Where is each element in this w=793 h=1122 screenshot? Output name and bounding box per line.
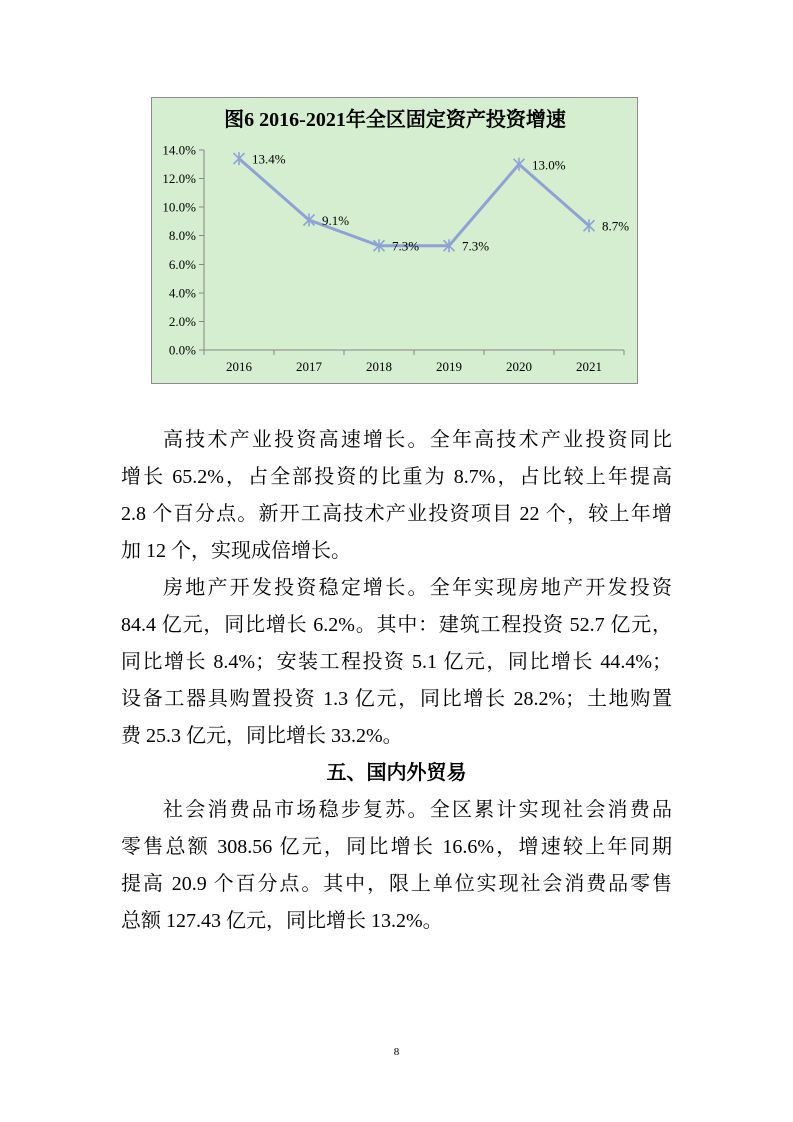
data-label: 8.7% (602, 218, 630, 234)
paragraph-line: 零售总额 308.56 亿元，同比增长 16.6%，增速较上年同期 (121, 836, 672, 858)
y-tick-label: 10.0% (162, 199, 196, 215)
y-tick-label: 6.0% (168, 256, 196, 272)
paragraph-line: 2.8 个百分点。新开工高技术产业投资项目 22 个，较上年增 (121, 503, 672, 525)
paragraph-high-tech-investment (121, 422, 672, 570)
paragraph-line: 总额 127.43 亿元，同比增长 13.2%。 (121, 910, 443, 932)
x-tick-label: 2020 (506, 359, 532, 374)
x-tick-label: 2016 (226, 359, 252, 374)
chart-figure (151, 97, 638, 384)
data-point-marker (514, 158, 525, 171)
paragraph-line: 设备工器具购置投资 1.3 亿元，同比增长 28.2%；土地购置 (121, 688, 672, 710)
x-tick-label: 2021 (576, 359, 602, 374)
paragraph-line: 提高 20.9 个百分点。其中，限上单位实现社会消费品零售 (121, 873, 672, 895)
paragraph-line: 费 25.3 亿元，同比增长 33.2%。 (121, 725, 403, 747)
data-label: 13.0% (532, 157, 566, 173)
line-chart (151, 97, 638, 384)
body-text (121, 422, 672, 940)
x-tick-label: 2019 (436, 359, 462, 374)
y-tick-label: 14.0% (162, 142, 196, 158)
paragraph-line: 房地产开发投资稳定增长。全年实现房地产开发投资 (163, 577, 672, 599)
data-label: 13.4% (252, 151, 286, 167)
paragraph-real-estate-investment (121, 570, 672, 755)
paragraph-consumer-retail (121, 792, 672, 940)
paragraph-line: 84.4 亿元，同比增长 6.2%。其中：建筑工程投资 52.7 亿元， (121, 614, 672, 636)
paragraph-line: 社会消费品市场稳步复苏。全区累计实现社会消费品 (163, 799, 672, 821)
data-point-marker (584, 219, 595, 232)
x-tick-label: 2017 (296, 359, 322, 374)
paragraph-line: 同比增长 8.4%；安装工程投资 5.1 亿元，同比增长 44.4%； (121, 651, 672, 673)
section-heading: 五、国内外贸易 (326, 762, 467, 784)
data-label: 7.3% (392, 238, 420, 254)
data-label: 9.1% (322, 213, 350, 228)
chart-title: 图6 2016-2021年全区固定资产投资增速 (224, 109, 566, 131)
y-tick-label: 8.0% (168, 228, 196, 244)
y-tick-label: 4.0% (168, 285, 196, 301)
paragraph-line: 高技术产业投资高速增长。全年高技术产业投资同比 (163, 429, 672, 451)
page-number: 8 (393, 1046, 400, 1058)
y-tick-label: 12.0% (162, 171, 196, 187)
paragraph-line: 增长 65.2%，占全部投资的比重为 8.7%，占比较上年提高 (121, 466, 672, 488)
y-tick-label: 0.0% (168, 342, 196, 358)
y-tick-label: 2.0% (168, 313, 196, 329)
data-label: 7.3% (462, 238, 490, 254)
data-point-marker (234, 152, 245, 165)
paragraph-line: 加 12 个，实现成倍增长。 (121, 540, 351, 562)
x-tick-label: 2018 (366, 359, 392, 374)
